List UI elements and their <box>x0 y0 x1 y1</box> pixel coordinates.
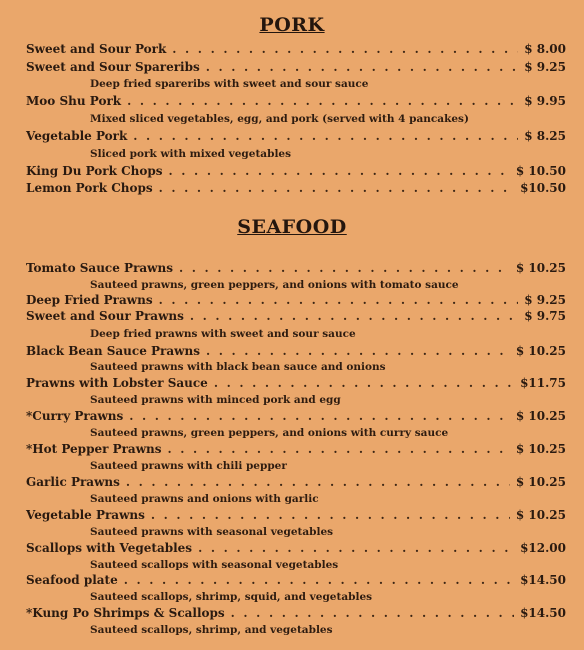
menu-item <box>26 164 566 178</box>
item-price: $ 9.25 <box>524 293 566 307</box>
item-price: $ 10.50 <box>515 164 566 178</box>
dot-leader <box>231 606 514 620</box>
item-description: Sauteed scallops, shrimp, and vegetables <box>90 624 333 636</box>
dot-leader <box>159 293 519 307</box>
dot-leader <box>127 94 518 108</box>
item-price: $10.50 <box>520 181 566 195</box>
menu-item <box>26 60 566 74</box>
item-name: Vegetable Prawns <box>26 508 145 522</box>
item-price: $ 10.25 <box>515 442 566 456</box>
item-description: Mixed sliced vegetables, egg, and pork (served with 4 pancakes) <box>90 113 469 125</box>
dot-leader <box>198 541 514 555</box>
item-price: $ 8.00 <box>524 42 566 56</box>
item-name: *Hot Pepper Prawns <box>26 442 162 456</box>
menu-item <box>26 475 566 489</box>
dot-leader <box>214 376 514 390</box>
item-name: Deep Fried Prawns <box>26 293 153 307</box>
menu-item <box>26 376 566 390</box>
menu-item <box>26 573 566 587</box>
item-description: Sauteed prawns, green peppers, and onions with tomato sauce <box>90 279 459 291</box>
dot-leader <box>169 164 510 178</box>
menu-item <box>26 309 566 323</box>
item-description: Sauteed prawns with seasonal vegetables <box>90 526 334 538</box>
dot-leader <box>151 508 510 522</box>
menu-item <box>26 293 566 307</box>
menu-item <box>26 508 566 522</box>
menu-item <box>26 129 566 143</box>
item-description: Sauteed scallops, shrimp, squid, and vegetables <box>90 591 373 603</box>
dot-leader <box>179 261 510 275</box>
item-description: Sliced pork with mixed vegetables <box>90 148 292 160</box>
item-description: Sauteed prawns with minced pork and egg <box>90 394 341 406</box>
item-description: Deep fried spareribs with sweet and sour sauce <box>90 78 369 90</box>
menu-item <box>26 409 566 423</box>
menu-item <box>26 606 566 620</box>
dot-leader <box>159 181 514 195</box>
item-name: Tomato Sauce Prawns <box>26 261 173 275</box>
item-description: Sauteed prawns with chili pepper <box>90 460 287 472</box>
item-description: Sauteed prawns, green peppers, and onions with curry sauce <box>90 427 449 439</box>
dot-leader <box>124 573 514 587</box>
item-description: Sauteed prawns and onions with garlic <box>90 493 319 505</box>
item-name: Lemon Pork Chops <box>26 181 153 195</box>
menu-item <box>26 94 566 108</box>
item-price: $ 8.25 <box>524 129 566 143</box>
dot-leader <box>206 60 518 74</box>
item-price: $ 10.25 <box>515 344 566 358</box>
item-price: $ 10.25 <box>515 409 566 423</box>
dot-leader <box>190 309 518 323</box>
item-description: Sauteed scallops with seasonal vegetables <box>90 559 339 571</box>
dot-leader <box>129 409 510 423</box>
item-name: *Kung Po Shrimps & Scallops <box>26 606 225 620</box>
item-price: $ 10.25 <box>515 508 566 522</box>
menu-item <box>26 442 566 456</box>
item-price: $11.75 <box>520 376 566 390</box>
item-name: Black Bean Sauce Prawns <box>26 344 200 358</box>
item-price: $ 10.25 <box>515 475 566 489</box>
item-price: $12.00 <box>520 541 566 555</box>
item-name: Prawns with Lobster Sauce <box>26 376 208 390</box>
item-name: *Curry Prawns <box>26 409 124 423</box>
dot-leader <box>206 344 510 358</box>
item-price: $14.50 <box>520 573 566 587</box>
dot-leader <box>172 42 518 56</box>
item-name: Seafood plate <box>26 573 118 587</box>
menu-item <box>26 181 566 195</box>
item-price: $ 10.25 <box>515 261 566 275</box>
item-price: $ 9.25 <box>524 60 566 74</box>
item-description: Deep fried prawns with sweet and sour sauce <box>90 328 356 340</box>
item-price: $ 9.95 <box>524 94 566 108</box>
section-title-seafood: SEAFOOD <box>237 216 347 238</box>
item-description: Sauteed prawns with black bean sauce and onions <box>90 361 386 373</box>
menu-item <box>26 541 566 555</box>
menu-item <box>26 344 566 358</box>
item-name: Sweet and Sour Spareribs <box>26 60 200 74</box>
dot-leader <box>133 129 518 143</box>
dot-leader <box>126 475 510 489</box>
item-name: Sweet and Sour Pork <box>26 42 167 56</box>
item-name: Moo Shu Pork <box>26 94 122 108</box>
item-name: Vegetable Pork <box>26 129 128 143</box>
menu-item <box>26 261 566 275</box>
section-title-pork: PORK <box>259 14 325 36</box>
item-name: Sweet and Sour Prawns <box>26 309 184 323</box>
item-name: Garlic Prawns <box>26 475 120 489</box>
menu-item <box>26 42 566 56</box>
item-price: $ 9.75 <box>524 309 566 323</box>
item-price: $14.50 <box>520 606 566 620</box>
item-name: Scallops with Vegetables <box>26 541 193 555</box>
dot-leader <box>168 442 510 456</box>
item-name: King Du Pork Chops <box>26 164 163 178</box>
